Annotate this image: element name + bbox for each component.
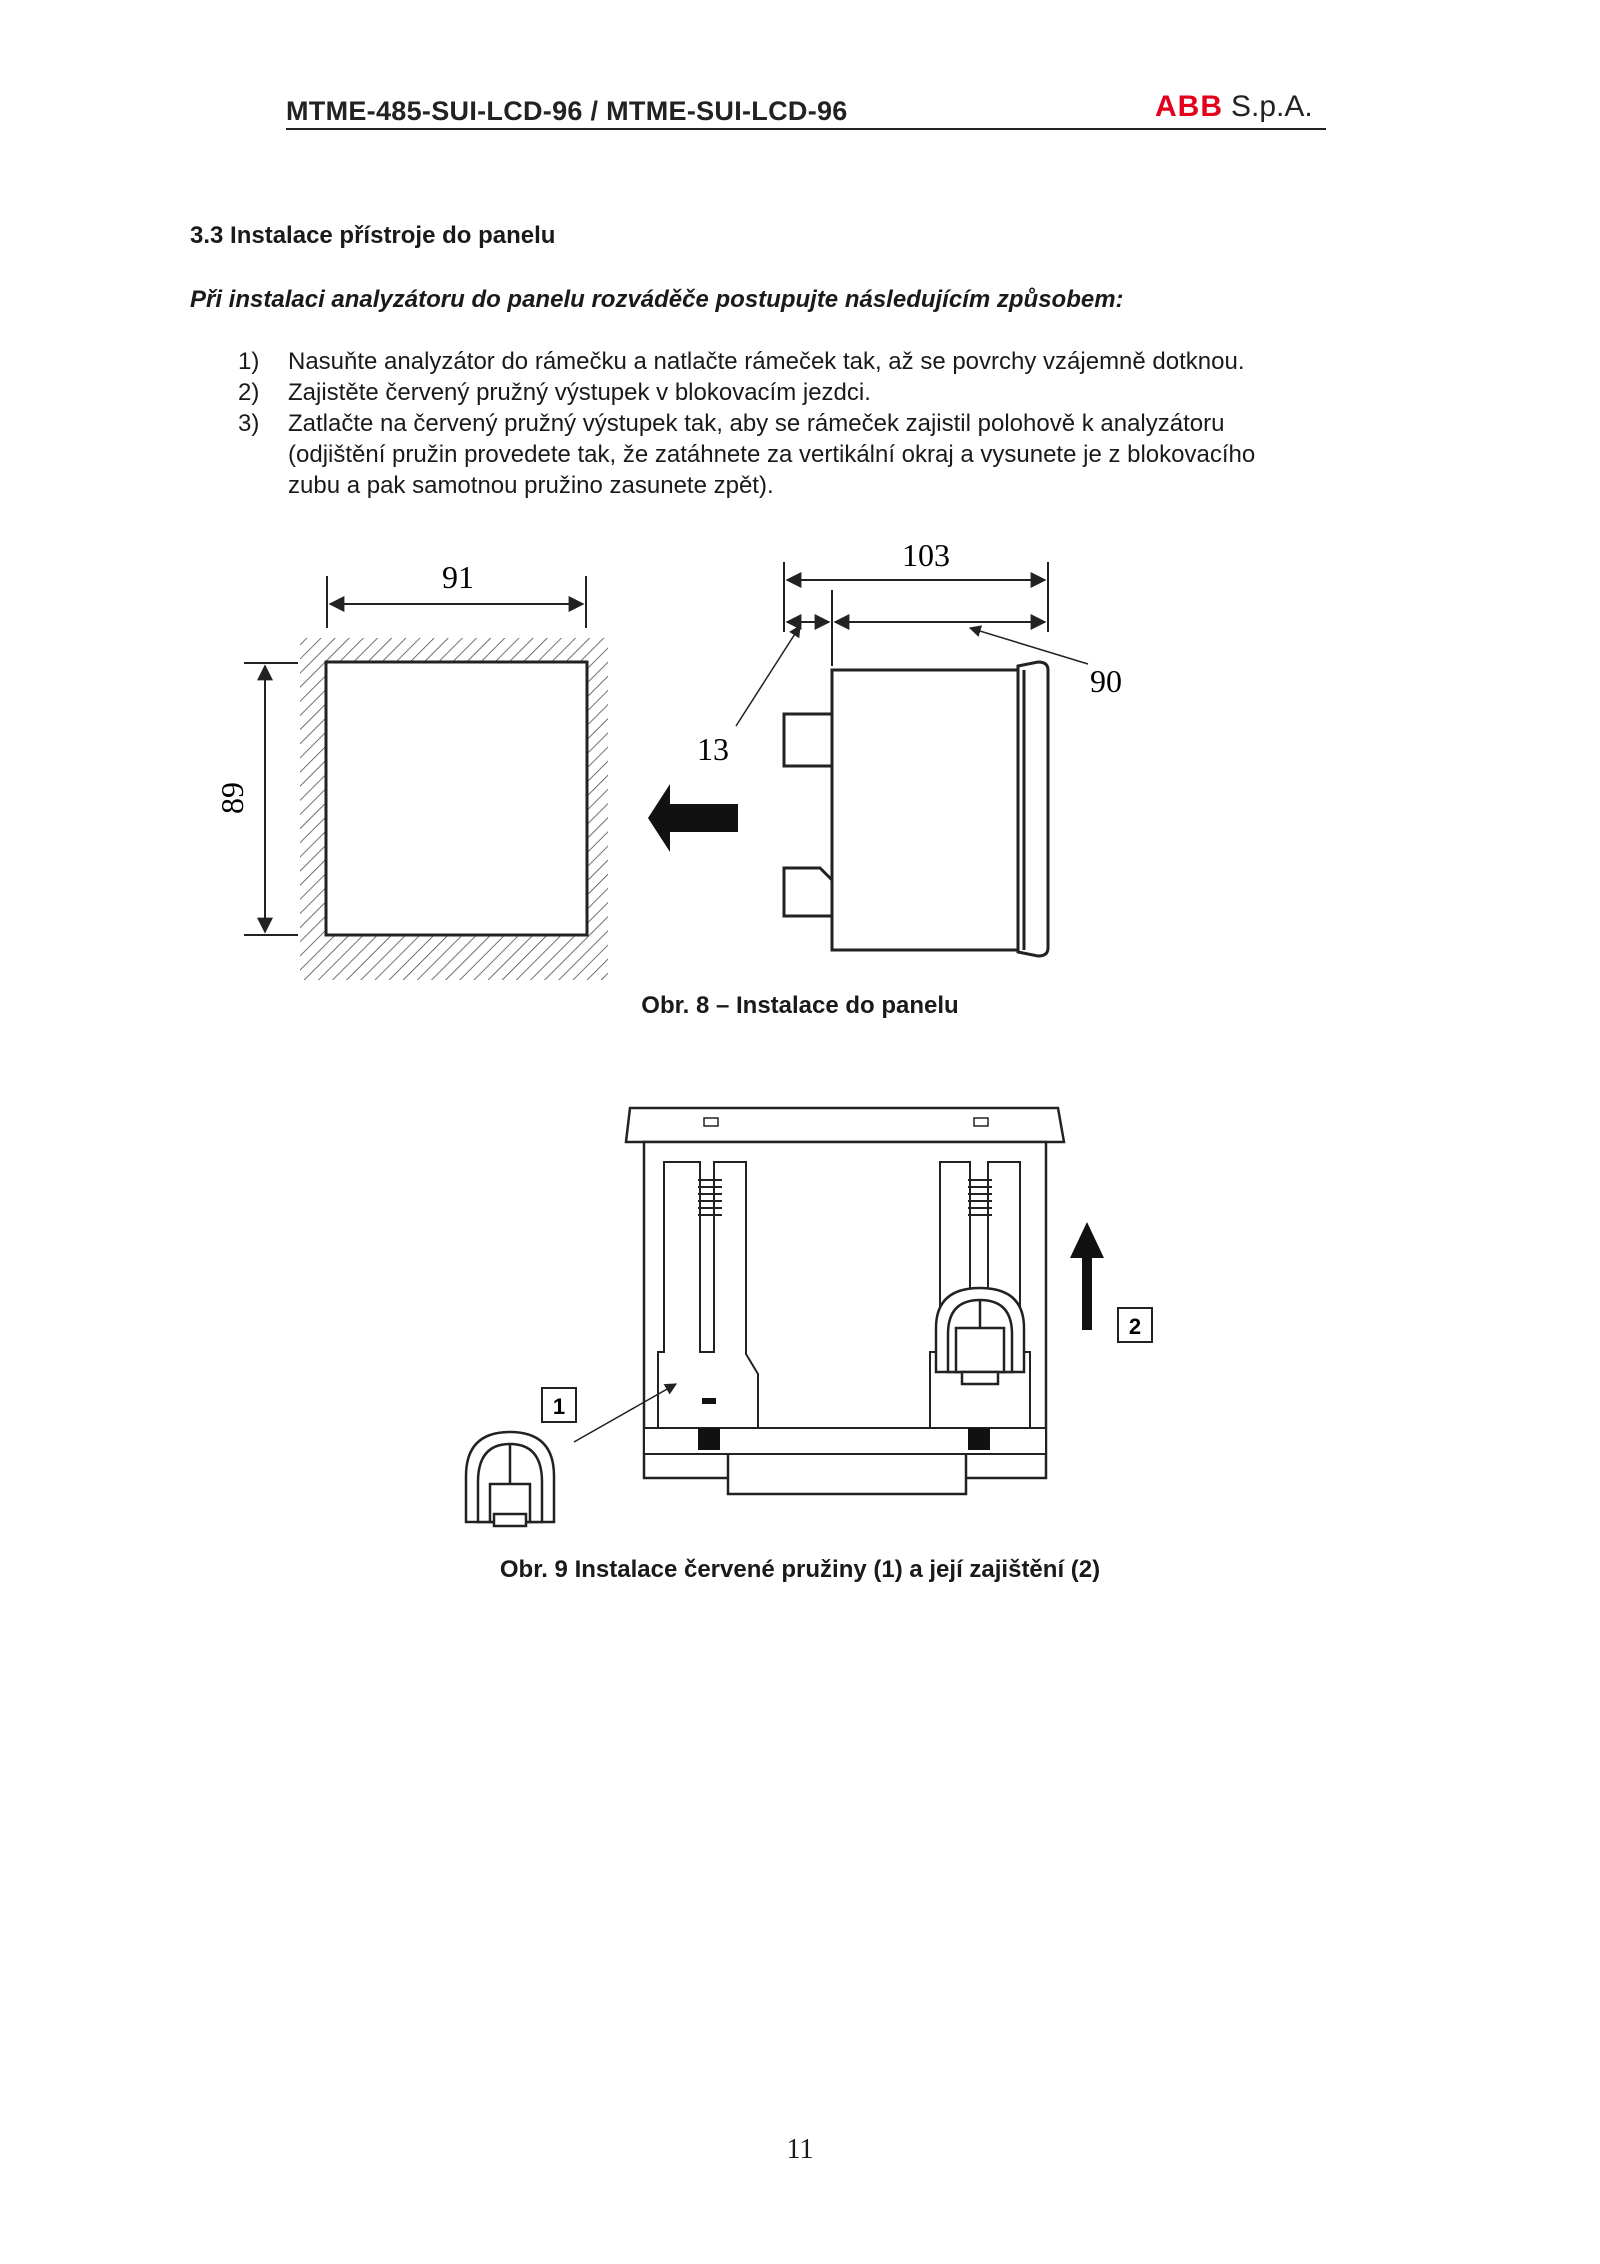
step-text-line: (odjištění pružin provedete tak, že zatáhnete za vertikální okraj a vysunete je z blokovacího [288,441,1256,468]
header-rule [286,128,1326,130]
step-number: 1) [238,348,260,375]
dimension-offset-label: 13 [697,731,729,767]
document-header-title: MTME-485-SUI-LCD-96 / MTME-SUI-LCD-96 [286,96,848,126]
company-brand [1155,90,1313,124]
dimension-total [784,537,1048,632]
panel-cutout [300,638,608,980]
dimension-height-label: 89 [214,782,250,814]
company-suffix: S.p.A. [1231,90,1313,123]
locking-tooth-left [698,1428,720,1450]
loose-red-spring [466,1432,554,1526]
figure-9-spring-installation [0,1090,1600,1540]
lock-up-arrow-icon [1070,1222,1104,1330]
step-number: 2) [238,379,260,406]
page-number: 11 [786,2134,814,2165]
insertion-arrow-icon [648,784,738,852]
figure-8-caption: Obr. 8 – Instalace do panelu [641,992,959,1019]
dimension-total-label: 103 [902,537,950,573]
abb-logo: ABB [1155,90,1223,123]
slot-marker [702,1398,716,1404]
dimension-body-label: 90 [1090,663,1122,699]
figure-9-caption: Obr. 9 Instalace červené pružiny (1) a její zajištění (2) [499,1556,1101,1583]
section-intro: Při instalaci analyzátoru do panelu rozváděče postupujte následujícím způsobem: [190,286,1124,313]
dimension-width-label: 91 [442,559,474,595]
dimension-height [214,663,298,935]
step-text-line: Nasuňte analyzátor do rámečku a natlačte rámeček tak, až se povrchy vzájemně dotknou. [288,348,1245,375]
installed-red-spring [936,1288,1024,1384]
section-title: 3.3 Instalace přístroje do panelu [190,222,556,249]
figure-8-panel-installation [0,520,1600,980]
locking-tooth-right [968,1428,990,1450]
callout-label-2: 2 [1128,1314,1142,1339]
step-text-line: zubu a pak samotnou pružino zasunete zpět). [288,472,774,499]
dimension-width [327,559,586,628]
step-text-line: Zatlačte na červený pružný výstupek tak, aby se rámeček zajistil polohově k analyzátoru [288,410,1225,437]
step-number: 3) [238,410,260,437]
instrument-side-view [784,662,1048,956]
callout-label-1: 1 [552,1394,566,1419]
step-text-line: Zajistěte červený pružný výstupek v blokovacím jezdci. [288,379,871,406]
